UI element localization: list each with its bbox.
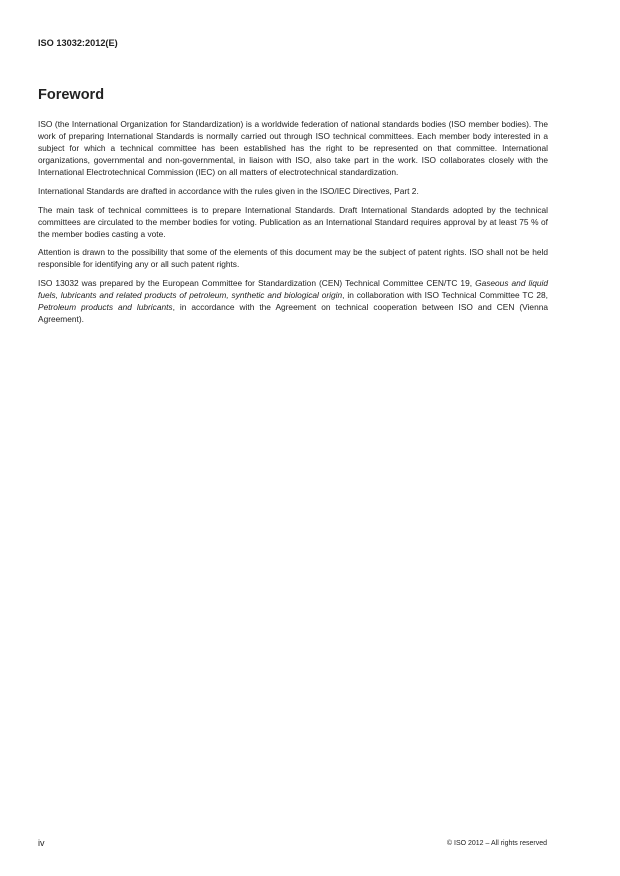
text: , in accordance with the Agreement on technical cooperation between ISO and CEN (Vienna Agreement). <box>38 302 548 325</box>
paragraph: The main task of technical committees is to prepare International Standards. Draft International Standards adopted by the technical committees are circulated to the member bodies for voting. Publication as an International Standard requires approval by at least 75 % of the member bodies casting a vote. <box>38 204 548 239</box>
foreword-body <box>38 118 548 332</box>
document-id-header: ISO 13032:2012(E) <box>38 38 118 48</box>
paragraph: ISO (the International Organization for Standardization) is a worldwide federation of national standards bodies (ISO member bodies). The work of preparing International Standards is normally carried out through ISO technical committees. Each member body interested in a subject for which a technical committee has been established has the right to be represented on that committee. International organizations, governmental and non-governmental, in liaison with ISO, also take part in the work. ISO collaborates closely with the International Electrotechnical Commission (IEC) on all matters of electrotechnical standardization. <box>38 119 548 178</box>
committee-title: Gaseous and liquid fuels, lubricants and related products of petroleum, synthetic and biological origin <box>38 278 549 301</box>
page-title: Foreword <box>38 87 105 103</box>
paragraph: International Standards are drafted in accordance with the rules given in the ISO/IEC Directives, Part 2. <box>38 185 419 196</box>
paragraph: Attention is drawn to the possibility that some of the elements of this document may be the subject of patent rights. ISO shall not be held responsible for identifying any or all such patent rights. <box>38 247 548 270</box>
text: ISO 13032 was prepared by the European Committee for Standardization (CEN) Technical Committee CEN/TC 19, <box>38 278 476 289</box>
page-number: iv <box>38 838 45 848</box>
paragraph-prepared-by <box>38 277 548 325</box>
text: , in collaboration with ISO Technical Committee TC 28, <box>342 290 548 301</box>
committee-title: Petroleum products and lubricants <box>38 302 173 313</box>
copyright: © ISO 2012 – All rights reserved <box>446 840 547 847</box>
